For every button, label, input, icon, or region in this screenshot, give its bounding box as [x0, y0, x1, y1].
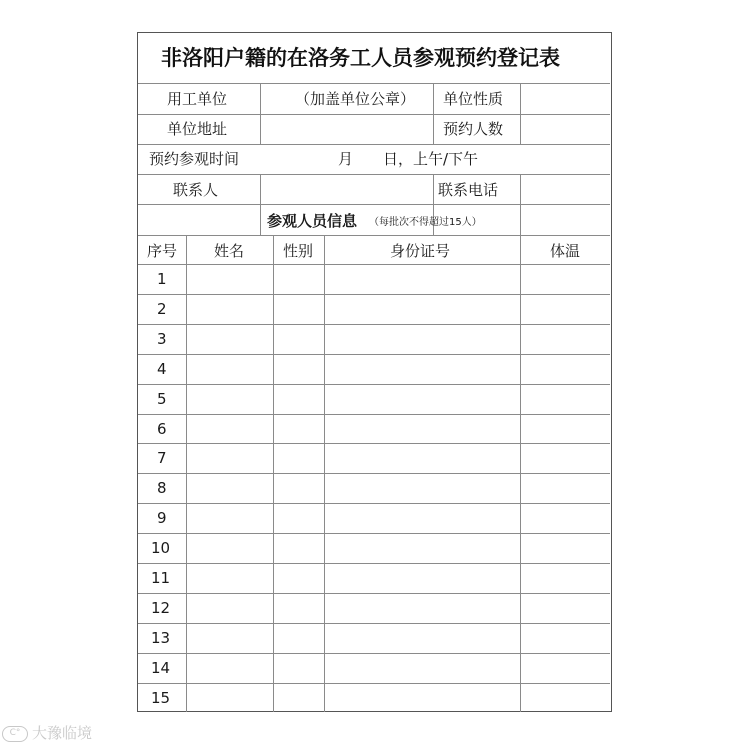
table-row-divider — [138, 533, 610, 534]
table-row-number: 4 — [157, 360, 167, 378]
phone-field[interactable] — [522, 206, 608, 233]
table-row-number: 3 — [157, 330, 167, 348]
unit-type-label: 单位性质 — [443, 90, 504, 108]
visit-time-label: 预约参观时间 — [149, 150, 240, 168]
divider — [433, 83, 434, 144]
divider — [520, 83, 521, 144]
table-row-divider — [138, 563, 610, 564]
address-field[interactable] — [262, 116, 431, 142]
registration-form — [137, 32, 612, 712]
table-row-number: 11 — [151, 569, 171, 587]
watermark-text: 大豫临境 — [32, 724, 93, 742]
watermark-logo-icon: C° — [2, 726, 28, 742]
form-title: 非洛阳户籍的在洛务工人员参观预约登记表 — [161, 46, 560, 70]
visitor-count-field[interactable] — [522, 116, 608, 142]
table-row-number: 12 — [151, 599, 171, 617]
employer-label: 用工单位 — [167, 90, 228, 108]
table-row-divider — [138, 443, 610, 444]
table-row-number: 7 — [157, 449, 167, 467]
divider — [138, 83, 610, 84]
table-row-divider — [138, 324, 610, 325]
visitors-section-title: 参观人员信息 — [267, 212, 358, 230]
col-header-temperature: 体温 — [550, 242, 581, 260]
divider — [138, 174, 610, 175]
divider — [138, 264, 610, 265]
table-row-divider — [138, 473, 610, 474]
table-row-divider — [138, 503, 610, 504]
table-row-number: 1 — [157, 270, 167, 288]
table-row-divider — [138, 354, 610, 355]
col-header-name: 姓名 — [214, 242, 245, 260]
divider — [273, 235, 274, 712]
divider — [138, 235, 610, 236]
contact-label: 联系人 — [173, 181, 219, 199]
divider — [520, 235, 521, 712]
col-header-index: 序号 — [147, 242, 178, 260]
divider — [520, 174, 521, 235]
table-row-number: 5 — [157, 390, 167, 408]
table-row-divider — [138, 683, 610, 684]
table-row-divider — [138, 593, 610, 594]
table-row-divider — [138, 623, 610, 624]
visitor-count-label: 预约人数 — [443, 120, 504, 138]
visitors-section-note: （每批次不得超过15人） — [369, 217, 482, 228]
col-header-gender: 性别 — [283, 242, 314, 260]
divider — [186, 235, 187, 712]
divider — [138, 114, 610, 115]
table-row-number: 6 — [157, 420, 167, 438]
divider — [138, 144, 610, 145]
table-row-divider — [138, 294, 610, 295]
table-row-number: 10 — [151, 539, 171, 557]
table-row-number: 15 — [151, 689, 171, 707]
col-header-id-number: 身份证号 — [390, 242, 451, 260]
table-row-number: 9 — [157, 509, 167, 527]
unit-type-field[interactable] — [522, 85, 608, 112]
divider — [260, 174, 261, 235]
divider — [138, 204, 610, 205]
phone-label: 联系电话 — [438, 181, 499, 199]
table-row-divider — [138, 653, 610, 654]
table-row-number: 2 — [157, 300, 167, 318]
watermark — [2, 722, 92, 743]
divider — [260, 83, 261, 144]
table-row-divider — [138, 414, 610, 415]
employer-stamp-hint: （加盖单位公章） — [295, 90, 416, 108]
table-row-number: 14 — [151, 659, 171, 677]
address-label: 单位地址 — [167, 120, 228, 138]
table-row-number: 13 — [151, 629, 171, 647]
table-row-divider — [138, 384, 610, 385]
divider — [324, 235, 325, 712]
visit-time-field[interactable]: 月 日，上午/下午 — [338, 150, 479, 168]
table-row-number: 8 — [157, 479, 167, 497]
